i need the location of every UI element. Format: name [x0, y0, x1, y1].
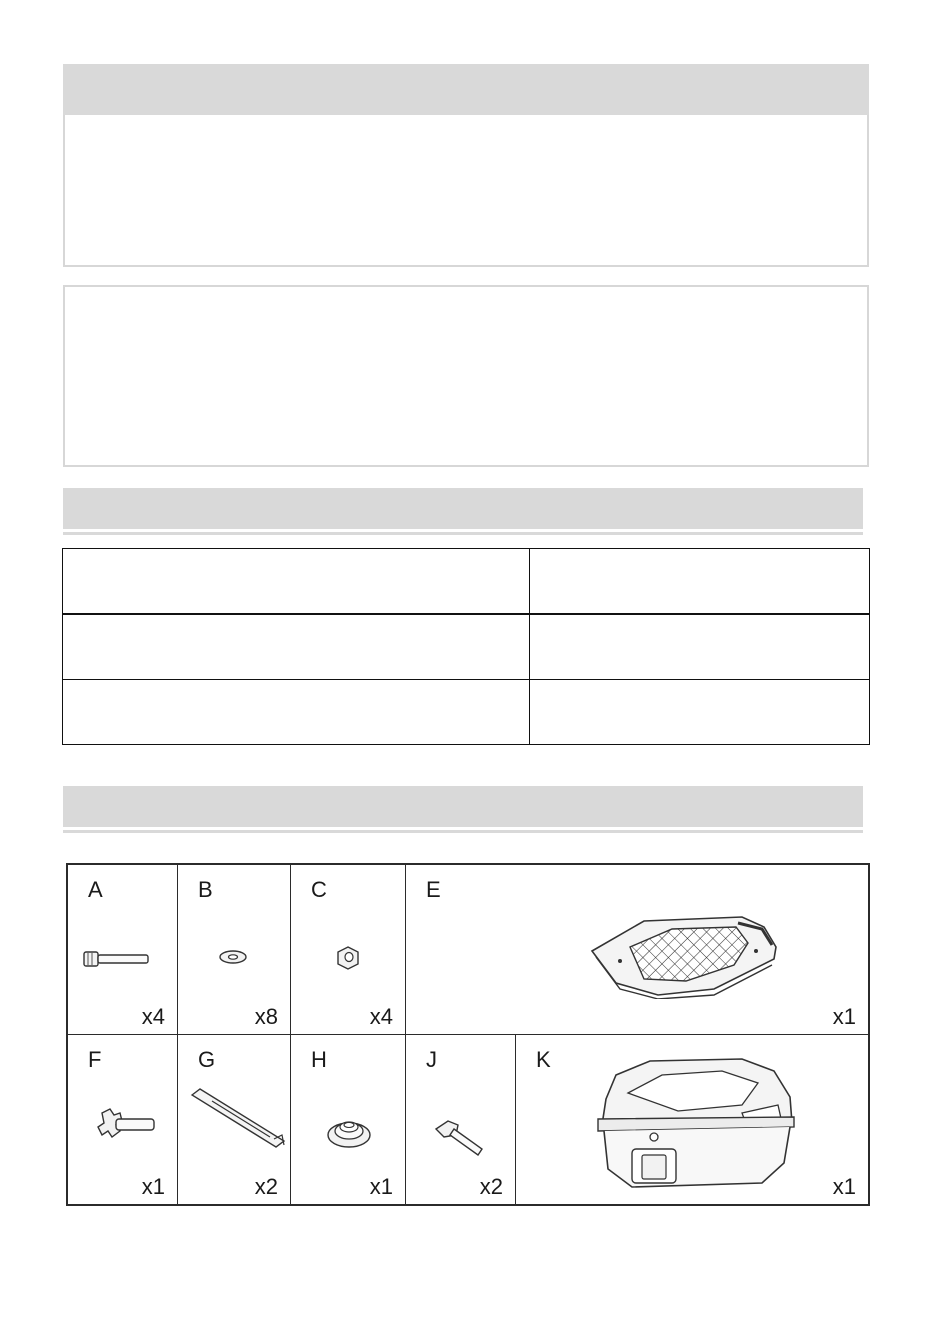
- mounting-plate-icon: [586, 913, 782, 999]
- washer-icon: [218, 949, 248, 965]
- spec-section-header: [63, 488, 863, 529]
- part-letter: A: [88, 877, 103, 902]
- part-cell-f: [68, 1035, 178, 1204]
- part-cell-j: [406, 1035, 516, 1204]
- bolt-icon: [82, 949, 152, 969]
- part-letter: C: [311, 877, 327, 902]
- table-row: [63, 549, 870, 615]
- spec-section-divider: [63, 532, 863, 535]
- part-quantity: x1: [832, 1174, 856, 1199]
- part-letter: B: [198, 877, 213, 902]
- part-quantity: x2: [479, 1174, 503, 1199]
- section-header: [63, 64, 869, 115]
- parts-section-divider: [63, 830, 863, 833]
- part-letter: G: [198, 1047, 216, 1072]
- part-cell-k: [516, 1035, 868, 1204]
- part-cell-h: [291, 1035, 406, 1204]
- top-case-icon: [592, 1053, 798, 1193]
- table-row: [63, 614, 870, 680]
- part-cell-a: [68, 865, 178, 1035]
- parts-grid: [66, 863, 870, 1206]
- part-letter: F: [88, 1047, 102, 1072]
- spec-label-cell: [63, 614, 530, 680]
- spec-label-cell: [63, 549, 530, 615]
- spec-table: [62, 548, 870, 745]
- part-quantity: x4: [369, 1004, 393, 1029]
- part-quantity: x1: [141, 1174, 165, 1199]
- part-quantity: x8: [254, 1004, 278, 1029]
- part-cell-b: [178, 865, 291, 1035]
- part-letter: K: [536, 1047, 551, 1072]
- grommet-icon: [325, 1109, 373, 1151]
- part-cell-e: [406, 865, 868, 1035]
- part-quantity: x2: [254, 1174, 278, 1199]
- part-quantity: x4: [141, 1004, 165, 1029]
- bracket-icon: [190, 1087, 286, 1151]
- nut-icon: [335, 945, 361, 971]
- spec-value-cell: [530, 614, 870, 680]
- part-cell-c: [291, 865, 406, 1035]
- part-quantity: x1: [832, 1004, 856, 1029]
- part-cell-g: [178, 1035, 291, 1204]
- part-quantity: x1: [369, 1174, 393, 1199]
- spec-value-cell: [530, 549, 870, 615]
- spec-label-cell: [63, 680, 530, 745]
- knob-icon: [96, 1107, 158, 1149]
- parts-section-header: [63, 786, 863, 827]
- part-letter: J: [426, 1047, 437, 1072]
- section-content-box: [63, 285, 869, 467]
- spec-value-cell: [530, 680, 870, 745]
- key-icon: [434, 1115, 494, 1157]
- part-letter: E: [426, 877, 441, 902]
- section-content-box: [63, 115, 869, 267]
- table-row: [63, 680, 870, 745]
- part-letter: H: [311, 1047, 327, 1072]
